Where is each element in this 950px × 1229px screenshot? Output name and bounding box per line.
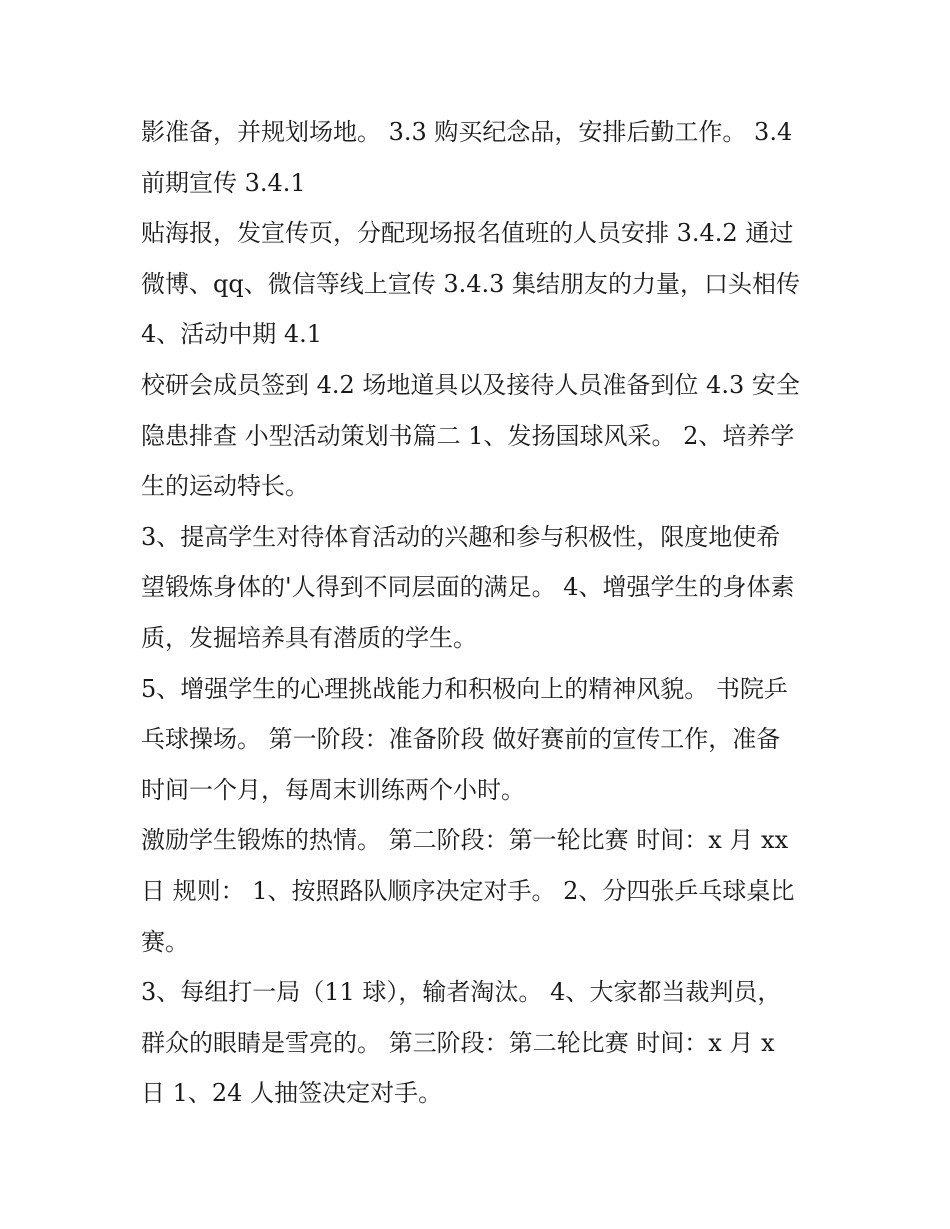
text-line: 影准备，并规划场地。 3.3 购买纪念品，安排后勤工作。 3.4 (141, 118, 793, 146)
text-line: 4、活动中期 4.1 (141, 320, 323, 349)
text-line: 群众的眼睛是雪亮的。 第三阶段：第二轮比赛 时间：x 月 x (141, 1028, 775, 1057)
text-line: 校研会成员签到 4.2 场地道具以及接待人员准备到位 4.3 安全 (141, 370, 800, 399)
text-line: 乓球操场。 第一阶段：准备阶段 做好赛前的宣传工作，准备 (141, 725, 781, 754)
text-line: 3、提高学生对待体育活动的兴趣和参与积极性，限度地使希 (141, 522, 781, 551)
text-line: 隐患排查 小型活动策划书篇二 1、发扬国球风采。 2、培养学 (141, 421, 795, 450)
text-line: 日 规则： 1、按照路队顺序决定对手。 2、分四张乒乓球桌比 (141, 876, 795, 905)
text-line: 微博、qq、微信等线上宣传 3.4.3 集结朋友的力量，口头相传 (141, 269, 801, 298)
text-line: 赛。 (141, 927, 189, 956)
text-line: 日 1、24 人抽签决定对手。 (141, 1079, 443, 1108)
text-line: 望锻炼身体的'人得到不同层面的满足。 4、增强学生的身体素 (141, 573, 795, 602)
text-line: 3、每组打一局（11 球），输者淘汰。 4、大家都当裁判员， (141, 978, 782, 1007)
text-line: 质，发掘培养具有潜质的学生。 (141, 623, 477, 652)
text-line: 5、增强学生的心理挑战能力和积极向上的精神风貌。 书院乒 (141, 674, 788, 703)
document-body (141, 107, 821, 1119)
text-line: 激励学生锻炼的热情。 第二阶段：第一轮比赛 时间：x 月 xx (141, 826, 789, 855)
text-line: 贴海报，发宣传页，分配现场报名值班的人员安排 3.4.2 通过 (141, 219, 794, 248)
text-line: 时间一个月，每周末训练两个小时。 (141, 775, 525, 804)
text-line: 前期宣传 3.4.1 (141, 168, 306, 197)
text-line: 生的运动特长。 (141, 472, 309, 501)
